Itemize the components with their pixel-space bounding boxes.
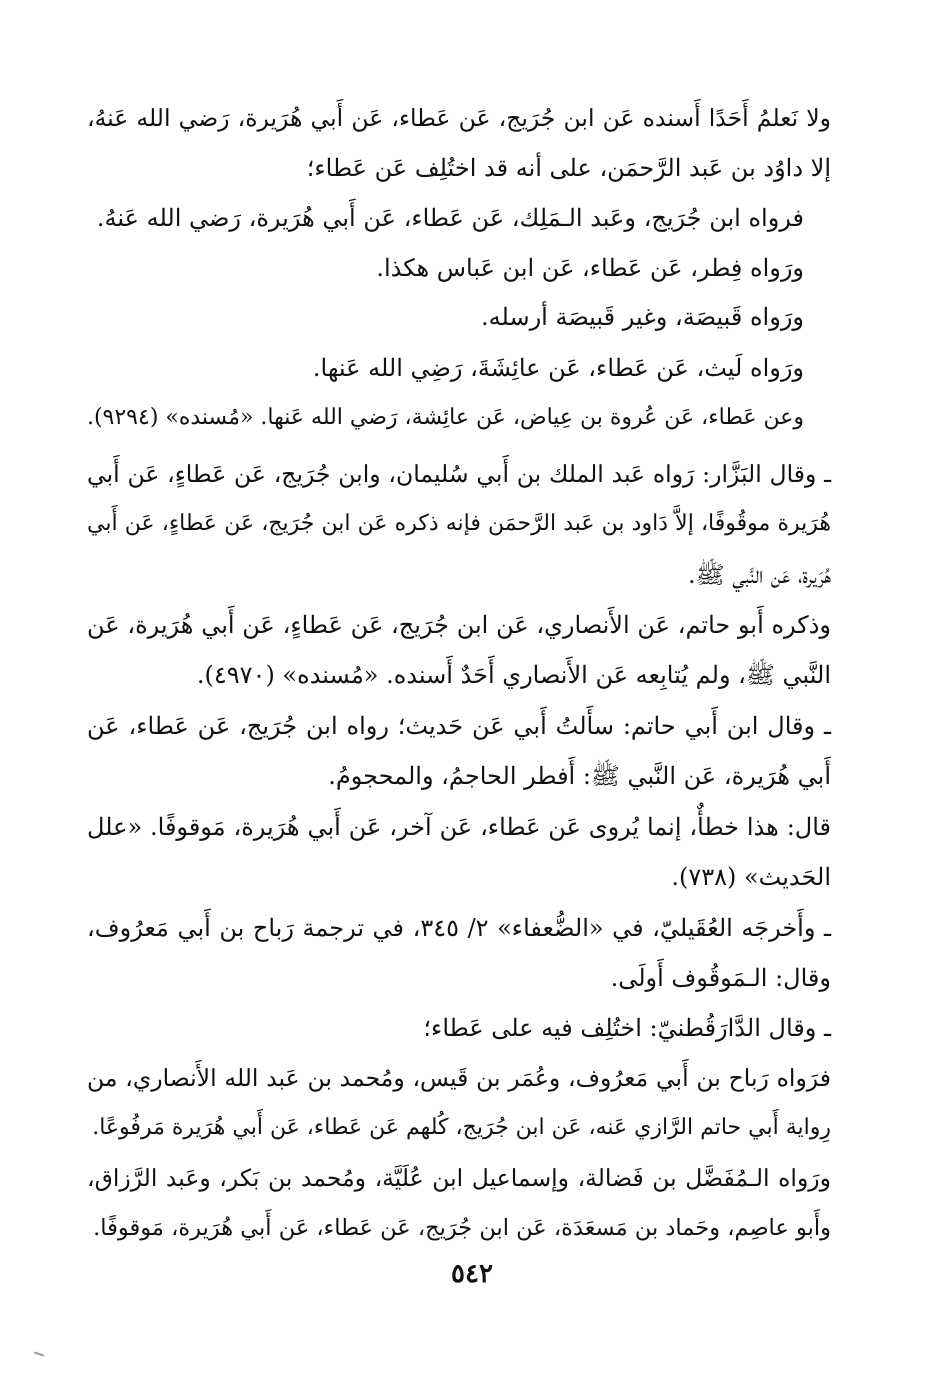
text-line: ورَواه الـمُفَضَّل بن فَضالة، وإسماعيل ابن عُلَيَّة، ومُحمد بن بَكر، وعَبد الرَّزاق، (87, 1164, 831, 1192)
text-line: وعن عَطاء، عَن عُروة بن عِياض، عَن عائِشة، رَضي الله عَنها. «مُسنده» (٩٢٩٤). (86, 405, 804, 430)
text-line: ورَواه قَبيصَة، وغير قَبيصَة أرسله. (481, 303, 804, 331)
text-line: ورَواه لَيث، عَن عَطاء، عَن عائِشَةَ، رَضِي الله عَنها. (312, 354, 804, 382)
text-line: هُرَيرة موقُوفًا، إلاَّ دَاود بن عَبد الرَّحمَن فإنه ذكره عَن ابن جُرَيج، عَن عَطاءٍ، عَن أَبي (87, 511, 831, 536)
text-line: رِواية أَبي حاتم الرَّازي عَنه، عَن ابن جُرَيج، كُلهم عَن عَطاء، عَن أَبي هُرَيرة مَرفُوعًا. (92, 1115, 831, 1140)
page-number: ٥٤٢ (451, 1259, 493, 1289)
text-line: فرَواه رَباح بن أَبي مَعرُوف، وعُمَر بن قَيس، ومُحمد بن عَبد الله الأَنصاري، من (87, 1064, 831, 1092)
text-line: ـ وقال الدَّارَقُطنيّ: اختُلِف فيه على عَطاء؛ (423, 1014, 831, 1042)
text-line: قال: هذا خطأٌ، إنما يُروى عَن عَطاء، عَن آخر، عَن أَبي هُرَيرة، مَوقوفًا. «علل (87, 813, 831, 841)
scan-mark (34, 1352, 44, 1357)
text-line: الحَديث» (٧٣٨). (671, 863, 831, 891)
text-line: فرواه ابن جُرَيج، وعَبد الـمَلِك، عَن عَطاء، عَن أَبي هُرَيرة، رَضي الله عَنهُ. (96, 204, 804, 232)
text-line: ـ وقال ابن أَبي حاتم: سأَلتُ أَبي عَن حَديث؛ رواه ابن جُرَيج، عَن عَطاء، عَن (87, 712, 831, 740)
text-line: ـ وأَخرجَه العُقَيليّ، في «الضُّعفاء» ٢/ ٣٤٥، في ترجمة رَباح بن أَبي مَعرُوف، (87, 914, 832, 942)
text-line: ورَواه فِطر، عَن عَطاء، عَن ابن عَباس هكذا. (376, 254, 804, 282)
text-line: أَبي هُرَيرة، عَن النَّبي ﷺ: أَفطر الحاجمُ، والمحجومُ. (328, 762, 831, 790)
text-line: إلا داوُد بن عَبد الرَّحمَن، على أنه قد اختُلِف عَن عَطاء؛ (306, 154, 831, 182)
text-line: ـ وقال البَزَّار: رَواه عَبد الملك بن أَبي سُليمان، وابن جُرَيج، عَن عَطاءٍ، عَن أَبي (87, 460, 831, 488)
text-line: وذكره أَبو حاتم، عَن الأَنصاري، عَن ابن جُرَيج، عَن عَطاءٍ، عَن أَبي هُرَيرة، عَن (87, 611, 831, 639)
text-line: النَّبي ﷺ، ولم يُتابِعه عَن الأَنصاري أَحَدٌ أَسنده. «مُسنده» (٤٩٧٠). (196, 661, 831, 689)
text-line: هُرَيرة، عَن النَّبي ﷺ. (687, 561, 831, 589)
text-line: وأَبو عاصِم، وحَماد بن مَسعَدَة، عَن ابن جُرَيج، عَن عَطاء، عَن أَبي هُرَيرة، مَوقوفًا. (93, 1215, 831, 1241)
text-line: ولا نَعلمُ أَحَدًا أَسنده عَن ابن جُرَيج، عَن عَطاء، عَن أَبي هُرَيرة، رَضي الله عَنهُ، (87, 104, 831, 132)
text-line: وقال: الـمَوقُوف أَولَى. (610, 964, 831, 992)
